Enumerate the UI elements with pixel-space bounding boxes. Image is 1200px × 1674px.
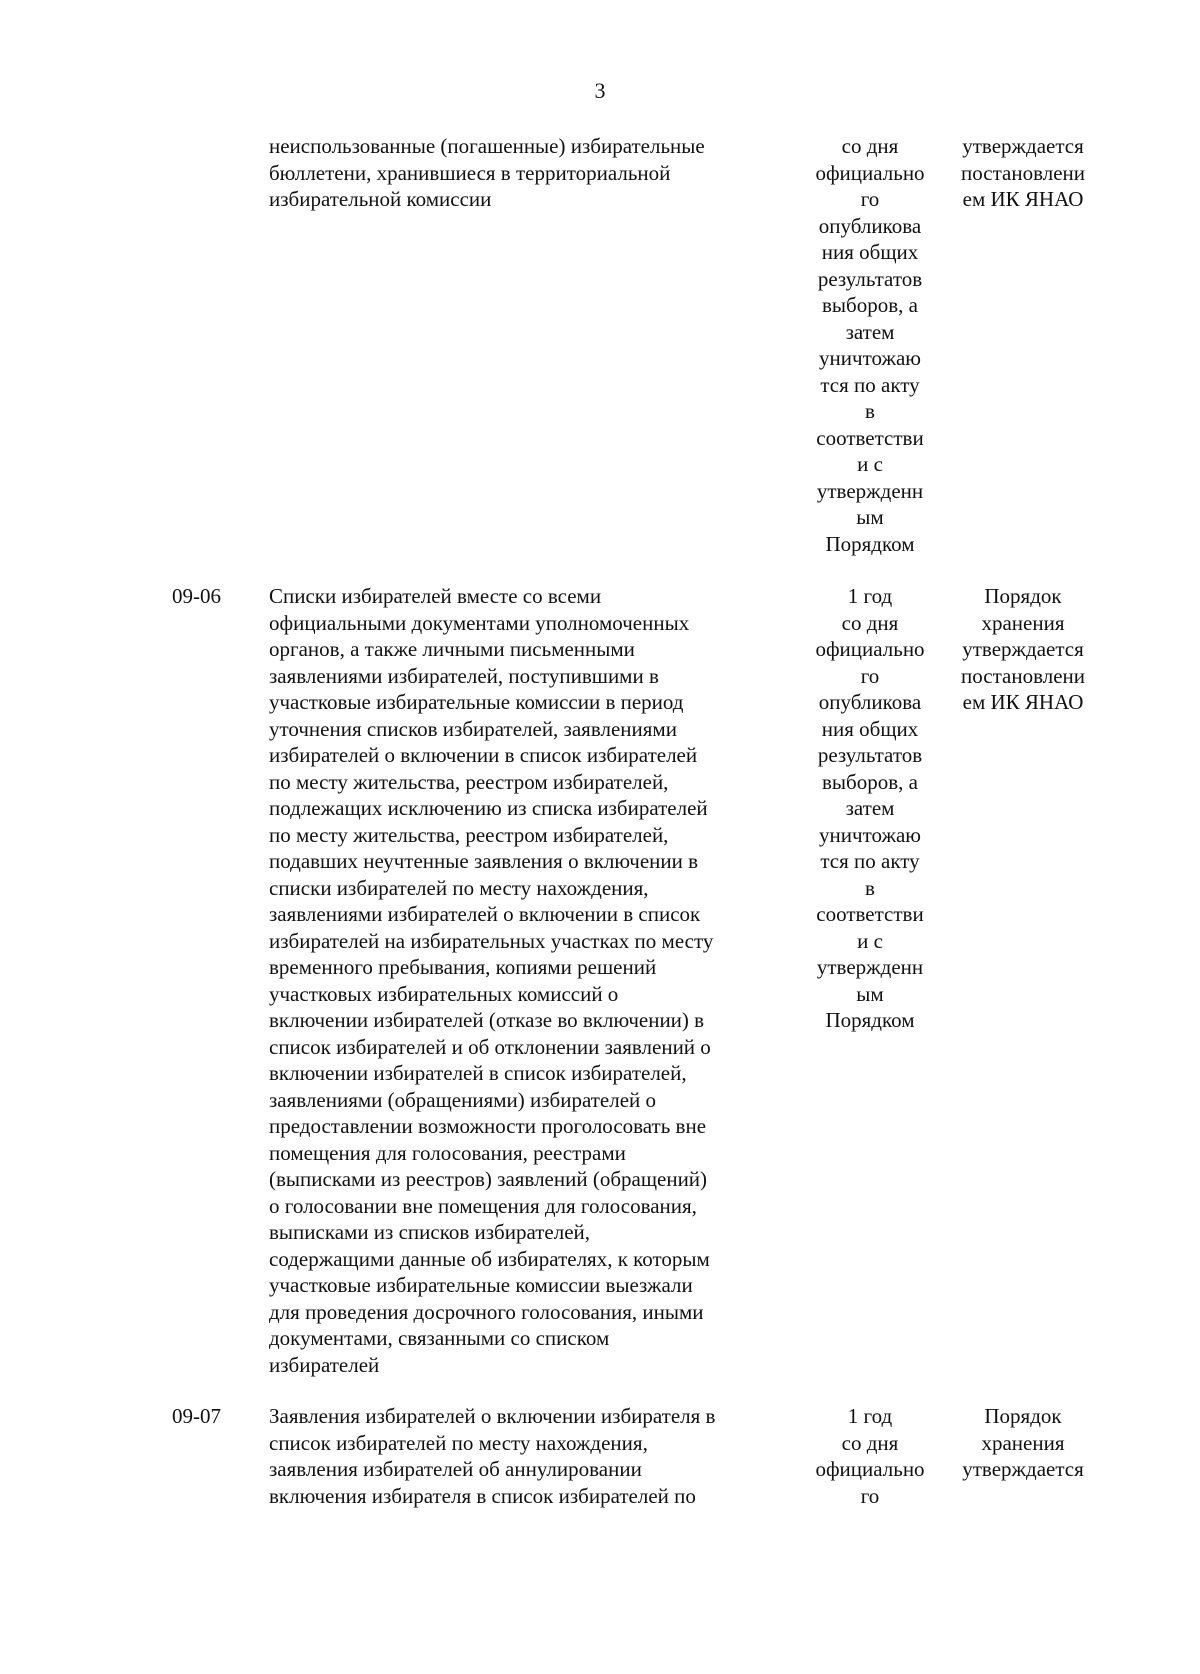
row-note: Порядок хранения утверждается (962, 1404, 1084, 1481)
row-storage-term: со дня официально го опубликова ния общих результатов выборов, а затем уничтожаю тся по акту в соответстви и с утвержденн ым Порядком (815, 134, 925, 556)
row-description: Списки избирателей вместе со всеми официальными документами уполномоченных органов, а также личными письменными заявлениями избирателей, поступившими в участковые избирательные комиссии в период уточнения списков избирателей, заявлениями избирателей о включении в список избирателей по месту жительства, реестром избирателей, подлежащих исключению из списка избирателей по месту жительства, реестром избирателей, подавших неучтенные заявления о включении в списки избирателей по месту нахождения, заявлениями избирателей о включении в список избирателей на избирательных участках по месту временного пребывания, копиями решений участковых избирательных комиссий о включении избирателей (отказе во включении) в список избирателей и об отклонении заявлений о включении избирателей в список избирателей, заявлениями (обращениями) избирателей о предоставлении возможности проголосовать вне помещения для голосования, реестрами (выписками из реестров) заявлений (обращений) о голосовании вне помещения для голосования, выписками из списков избирателей, содержащими данные об избирателях, к которым участковые избирательные комиссии выезжали для проведения досрочного голосования, иными документами, связанными со списком избирателей (269, 584, 714, 1377)
row-description: Заявления избирателей о включении избирателя в список избирателей по месту нахождения, заявления избирателей об аннулировании включения избирателя в список избирателей по (269, 1404, 716, 1508)
row-note: Порядок хранения утверждается постановлени ем ИК ЯНАО (961, 584, 1085, 714)
row-note: утверждается постановлени ем ИК ЯНАО (961, 134, 1085, 211)
row-code: 09-06 (172, 584, 221, 608)
row-description: неиспользованные (погашенные) избирательные бюллетени, хранившиеся в территориальной избирательной комиссии (269, 134, 705, 211)
page-number: 3 (594, 78, 606, 103)
row-storage-term: 1 год со дня официально го (815, 1404, 925, 1508)
row-storage-term: 1 год со дня официально го опубликова ния общих результатов выборов, а затем уничтожаю тся по акту в соответстви и с утвержденн ым Порядком (815, 584, 925, 1032)
row-code: 09-07 (172, 1404, 221, 1428)
